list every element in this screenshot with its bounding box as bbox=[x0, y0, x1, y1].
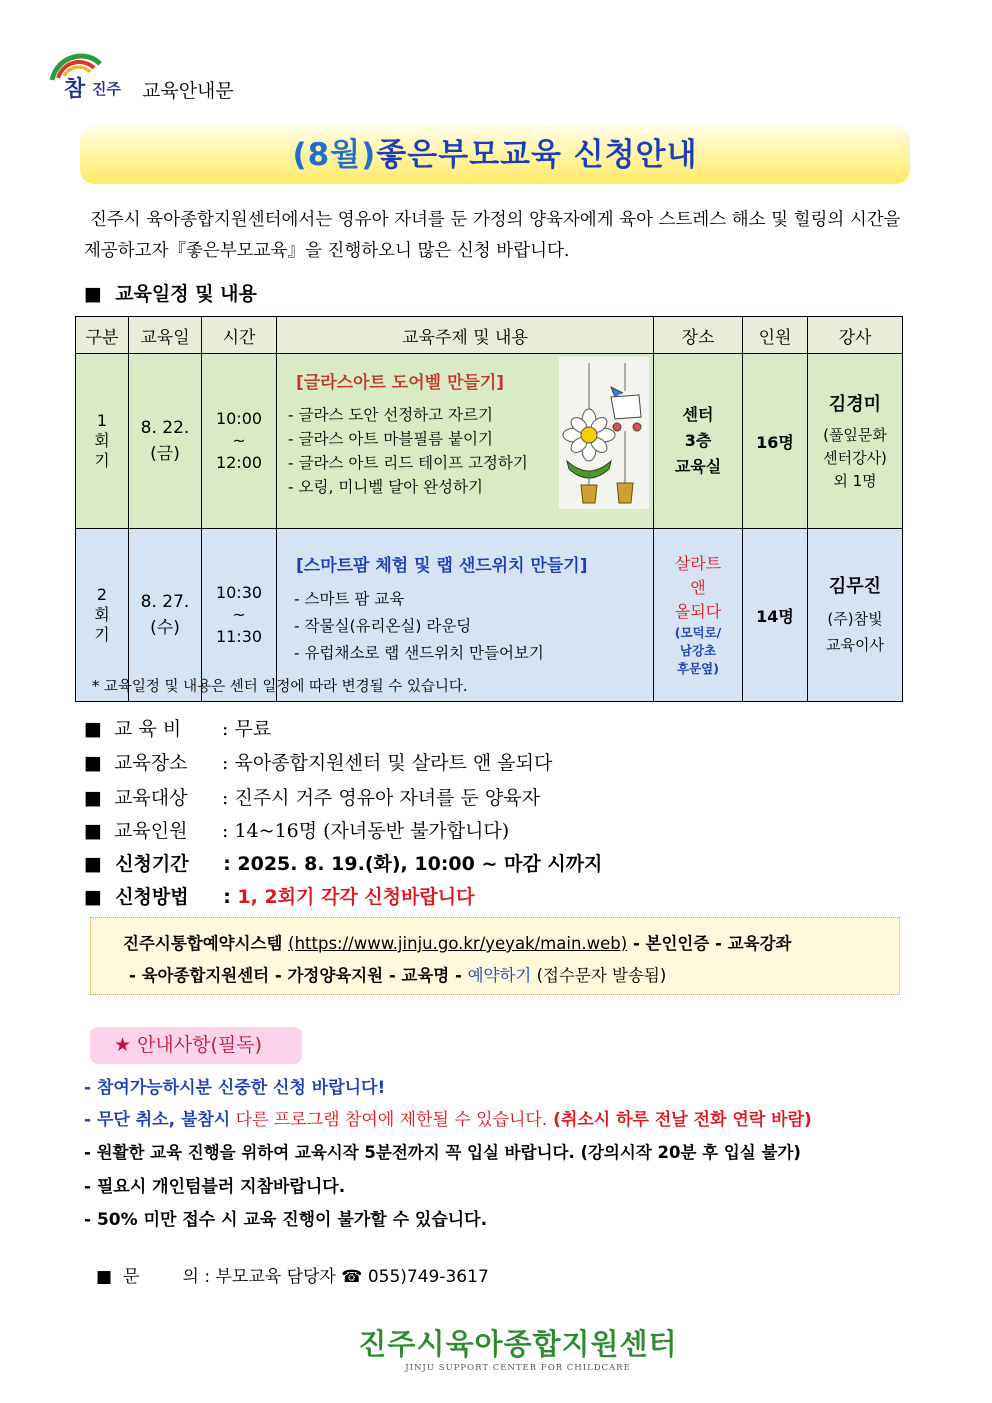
contact-key: 문 의 bbox=[122, 1267, 199, 1287]
table-row bbox=[76, 354, 903, 529]
contact-value: : 부모교육 담당자 ☎ 055)749-3617 bbox=[204, 1267, 489, 1287]
section-schedule-heading: ■ 교육일정 및 내용 bbox=[84, 283, 257, 305]
instructor-name: 김경미 bbox=[828, 393, 882, 415]
content-item: - 글라스 아트 마블필름 붙이기 bbox=[288, 430, 493, 448]
notice-line: - 참여가능하시분 신중한 신청 바랍니다! bbox=[84, 1078, 386, 1098]
info-key: 교육장소 bbox=[114, 752, 188, 774]
info-key: 교육인원 bbox=[114, 820, 188, 842]
notice-line bbox=[84, 1105, 812, 1130]
title-month: (8월) bbox=[292, 137, 377, 173]
instructor-info: (풀잎문화 센터강사) 외 1명 bbox=[823, 425, 887, 490]
reservation-line-2 bbox=[129, 962, 666, 986]
section-schedule-label: 교육일정 및 내용 bbox=[115, 283, 257, 305]
info-value: 1, 2회기 각각 신청바랍니다 bbox=[237, 886, 475, 908]
notice-line: - 필요시 개인텀블러 지참바랍니다. bbox=[84, 1177, 346, 1197]
col-header: 강사 bbox=[808, 317, 903, 354]
notice-tag bbox=[90, 1027, 302, 1064]
content-item: - 오링, 미니벨 달아 완성하기 bbox=[288, 478, 483, 496]
date-cell: 8. 27. (수) bbox=[129, 529, 202, 702]
time-cell: 10:00 ~ 12:00 bbox=[202, 354, 277, 529]
count-cell: 16명 bbox=[743, 354, 808, 529]
col-header: 교육주제 및 내용 bbox=[277, 317, 654, 354]
center-logo bbox=[338, 1322, 698, 1373]
notice-line-part: (취소시 하루 전날 전화 연락 바람) bbox=[547, 1110, 812, 1130]
title-banner bbox=[80, 126, 910, 184]
notice-line: - 50% 미만 접수 시 교육 진행이 불가할 수 있습니다. bbox=[84, 1210, 488, 1230]
count-cell: 14명 bbox=[743, 529, 808, 702]
reservation-box bbox=[90, 917, 900, 995]
notice-line-part: - 무단 취소, 불참시 bbox=[84, 1110, 231, 1130]
reservation-path-2: - 육아종합지원센터 - 가정양육지원 - 교육명 - bbox=[129, 966, 468, 985]
time-cell: 10:30 ~ 11:30 bbox=[202, 529, 277, 702]
info-value: : 진주시 거주 영유아 자녀를 둔 양육자 bbox=[222, 787, 540, 809]
info-period: ■ 신청기간 : 2025. 8. 19.(화), 10:00 ~ 마감 시까지 bbox=[84, 849, 602, 876]
schedule-table bbox=[75, 316, 903, 702]
content-item: - 작물실(유리온실) 라운딩 bbox=[294, 617, 472, 635]
svg-text:참: 참 bbox=[64, 77, 86, 102]
info-place: ■ 교육장소 : 육아종합지원센터 및 살라트 앤 올되다 bbox=[84, 748, 552, 775]
session-cell: 2 회 기 bbox=[76, 529, 129, 702]
notice-line: - 원활한 교육 진행을 위하여 교육시작 5분전까지 꼭 입실 바랍니다. (강의시작 20분 후 입실 불가) bbox=[84, 1143, 801, 1162]
info-capacity: ■ 교육인원 : 14~16명 (자녀동반 불가합니다) bbox=[84, 816, 509, 843]
content-item: - 유럽채소로 랩 샌드위치 만들어보기 bbox=[294, 644, 544, 662]
place-name: 살라트 앤 올되다 bbox=[674, 554, 722, 621]
info-sep: : bbox=[223, 886, 238, 908]
logo-text: 진주 bbox=[92, 80, 121, 98]
instructor-cell bbox=[808, 354, 903, 529]
info-value: : 2025. 8. 19.(화), 10:00 ~ 마감 시까지 bbox=[223, 853, 603, 875]
jinju-logo bbox=[48, 50, 138, 102]
info-key: 교육대상 bbox=[114, 787, 188, 809]
title-main: 좋은부모교육 신청안내 bbox=[376, 137, 698, 173]
info-target: ■ 교육대상 : 진주시 거주 영유아 자녀를 둔 양육자 bbox=[84, 783, 540, 810]
center-logo-name: 진주시육아종합지원센터 bbox=[358, 1327, 678, 1361]
col-header: 구분 bbox=[76, 317, 129, 354]
place-detail: (모덕로/ 남강초 후문옆) bbox=[674, 625, 722, 676]
info-value: : 육아종합지원센터 및 살라트 앤 올되다 bbox=[222, 752, 553, 774]
center-logo-sub: JINJU SUPPORT CENTER FOR CHILDCARE bbox=[405, 1363, 631, 1373]
content-cell bbox=[277, 354, 654, 529]
content-item: - 글라스 도안 선정하고 자르기 bbox=[288, 406, 493, 424]
info-key: 교 육 비 bbox=[114, 718, 182, 740]
instructor-cell bbox=[808, 529, 903, 702]
schedule-note: * 교육일정 및 내용은 센터 일정에 따라 변경될 수 있습니다. bbox=[92, 679, 468, 695]
info-key: 신청방법 bbox=[115, 886, 189, 908]
table-header-row bbox=[76, 317, 903, 354]
instructor-info: (주)참빛 교육이사 bbox=[826, 610, 884, 654]
topic-title: [스마트팜 체험 및 랩 샌드위치 만들기] bbox=[296, 556, 588, 576]
place-cell: 센터 3층 교육실 bbox=[654, 354, 743, 529]
reservation-note: (접수문자 발송됨) bbox=[531, 966, 667, 985]
info-key: 신청기간 bbox=[115, 853, 189, 875]
notice-line-part: 다른 프로그램 참여에 제한될 수 있습니다. bbox=[230, 1110, 548, 1130]
info-value: : 14~16명 (자녀동반 불가합니다) bbox=[222, 820, 510, 842]
notice-tag-label: ★ 안내사항(필독) bbox=[114, 1034, 263, 1056]
place-cell bbox=[654, 529, 743, 702]
intro-text: 진주시 육아종합지원센터에서는 영유아 자녀를 둔 가정의 양육자에게 육아 스트레스 해소 및 힐링의 시간을 제공하고자『좋은부모교육』을 진행하오니 많은 신청 바랍니다. bbox=[84, 210, 901, 261]
content-item: - 스마트 팜 교육 bbox=[294, 590, 405, 608]
glass-doorbell-photo bbox=[559, 357, 649, 509]
reservation-url[interactable]: (https://www.jinju.go.kr/yeyak/main.web) bbox=[288, 934, 628, 953]
info-method: ■ 신청방법 : 1, 2회기 각각 신청바랍니다 bbox=[84, 882, 474, 909]
content-item: - 글라스 아트 리드 테이프 고정하기 bbox=[288, 454, 528, 472]
info-value: : 무료 bbox=[222, 718, 272, 740]
instructor-name: 김무진 bbox=[828, 576, 882, 597]
info-fee: ■ 교 육 비 : 무료 bbox=[84, 714, 271, 741]
doc-type: 교육안내문 bbox=[142, 80, 234, 102]
reservation-system: 진주시통합예약시스템 bbox=[123, 934, 289, 953]
topic-title: [글라스아트 도어벨 만들기] bbox=[296, 373, 505, 393]
page-title bbox=[80, 126, 910, 184]
col-header: 인원 bbox=[743, 317, 808, 354]
session-cell: 1 회 기 bbox=[76, 354, 129, 529]
col-header: 교육일 bbox=[129, 317, 202, 354]
reserve-link[interactable]: 예약하기 bbox=[467, 966, 532, 985]
col-header: 장소 bbox=[654, 317, 743, 354]
col-header: 시간 bbox=[202, 317, 277, 354]
reservation-line-1 bbox=[123, 930, 791, 954]
contact: ■ 문 의 : 부모교육 담당자 ☎ 055)749-3617 bbox=[96, 1267, 489, 1287]
date-cell: 8. 22. (금) bbox=[129, 354, 202, 529]
reservation-path-1: - 본인인증 - 교육강좌 bbox=[627, 934, 792, 953]
